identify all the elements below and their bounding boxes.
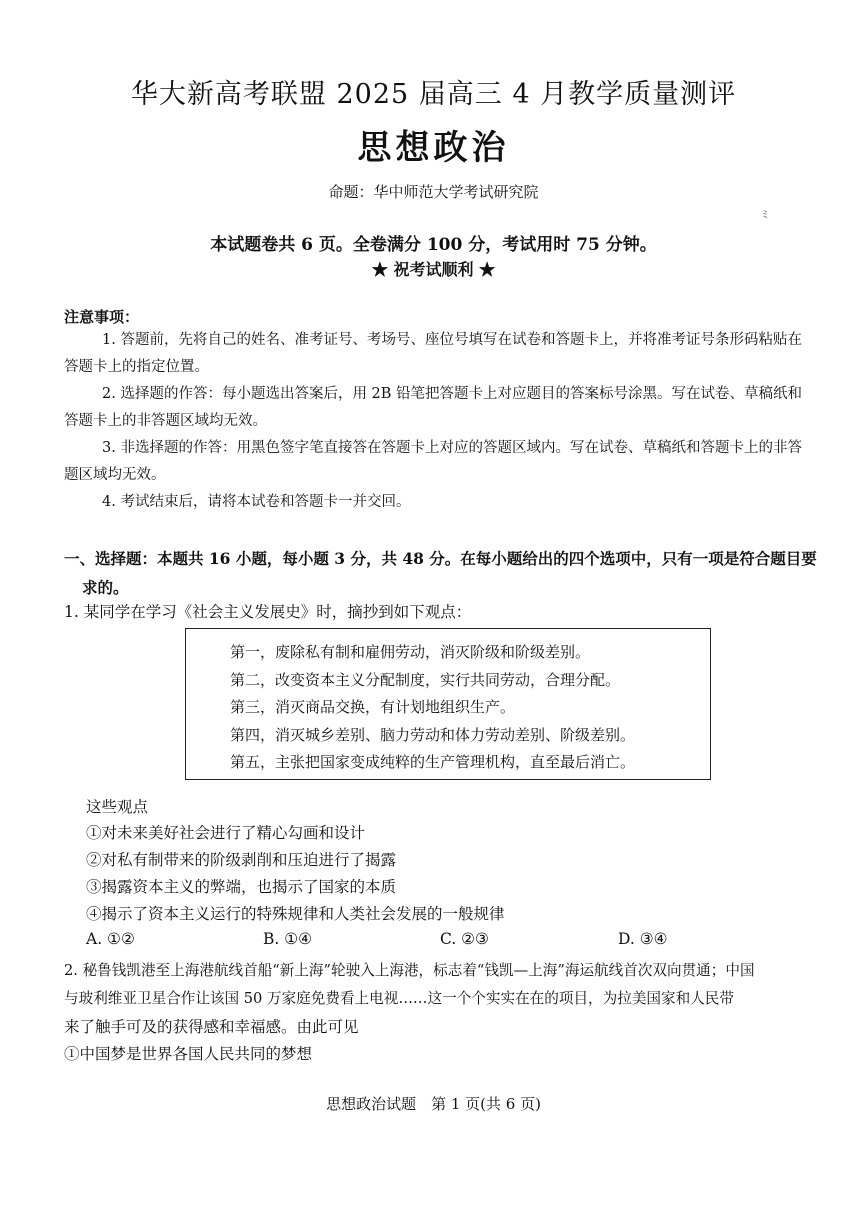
notice-item-3: 3. 非选择题的作答：用黑色签字笔直接答在答题卡上对应的答题区域内。写在试卷、草稿纸和答题卡上的非答题区域均无效。 <box>64 440 802 483</box>
notice-item-1: 1. 答题前，先将自己的姓名、准考证号、考场号、座位号填写在试卷和答题卡上，并将准考证号条形码粘贴在答题卡上的指定位置。 <box>64 332 802 375</box>
notice-item-2: 2. 选择题的作答：每小题选出答案后，用 2B 铅笔把答题卡上对应题目的答案标号涂黑。写在试卷、草稿纸和答题卡上的非答题区域均无效。 <box>64 386 803 429</box>
stray-mark: ミ <box>760 210 770 221</box>
q2-line-2: 与玻利维亚卫星合作让该国 50 万家庭免费看上电视……这一个个实实在在的项目，为拉美国家和人民带 <box>64 990 734 1007</box>
q1-lead: 这些观点 <box>86 798 149 816</box>
q1-option-c: C. ②③ <box>440 930 489 948</box>
notice-item-4: 4. 考试结束后，请将本试卷和答题卡一并交回。 <box>102 494 411 510</box>
q2-statement-1: ①中国梦是世界各国人民共同的梦想 <box>64 1045 313 1063</box>
q1-stem: 1. 某同学在学习《社会主义发展史》时，摘抄到如下观点： <box>64 603 472 621</box>
q1-box-line-1: 第一，废除私有制和雇佣劳动，消灭阶级和阶级差别。 <box>230 643 591 661</box>
q2-line-3: 来了触手可及的获得感和幸福感。由此可见 <box>64 1018 359 1036</box>
page-footer: 思想政治试题 第 1 页(共 6 页) <box>326 1095 541 1113</box>
author-line: 命题：华中师范大学考试研究院 <box>328 183 539 201</box>
section-1-heading: 一、选择题：本题共 16 小题，每小题 3 分，共 48 分。在每小题给出的四个选项中，只有一项是符合题目要求的。 <box>64 549 817 597</box>
notice-heading: 注意事项： <box>64 308 140 326</box>
q1-quote-box <box>185 628 711 780</box>
q1-statement-3: ③揭露资本主义的弊端，也揭示了国家的本质 <box>86 878 397 896</box>
q1-statement-1: ①对未来美好社会进行了精心勾画和设计 <box>86 824 366 842</box>
q1-statement-2: ②对私有制带来的阶级剥削和压迫进行了揭露 <box>86 851 397 869</box>
q1-option-d: D. ③④ <box>618 930 668 948</box>
subject-title: 思想政治 <box>357 128 510 168</box>
q1-box-line-5: 第五，主张把国家变成纯粹的生产管理机构，直至最后消亡。 <box>230 753 636 771</box>
q1-statement-4: ④揭示了资本主义运行的特殊规律和人类社会发展的一般规律 <box>86 905 505 923</box>
q1-option-b: B. ①④ <box>263 930 313 948</box>
wish-line: ★ 祝考试顺利 ★ <box>371 260 496 279</box>
q1-option-a: A. ①② <box>86 930 135 948</box>
exam-info: 本试题卷共 6 页。全卷满分 100 分，考试用时 75 分钟。 <box>210 235 657 255</box>
exam-title: 华大新高考联盟 2025 届高三 4 月教学质量测评 <box>130 79 737 110</box>
q1-box-line-4: 第四，消灭城乡差别、脑力劳动和体力劳动差别、阶级差别。 <box>230 726 636 744</box>
q2-line-1: 2. 秘鲁钱凯港至上海港航线首船“新上海”轮驶入上海港，标志着“钱凯—上海”海运航线首次双向贯通；中国 <box>64 962 755 979</box>
q1-box-line-2: 第二，改变资本主义分配制度，实行共同劳动，合理分配。 <box>230 671 621 689</box>
q1-box-line-3: 第三，消灭商品交换，有计划地组织生产。 <box>230 698 516 716</box>
